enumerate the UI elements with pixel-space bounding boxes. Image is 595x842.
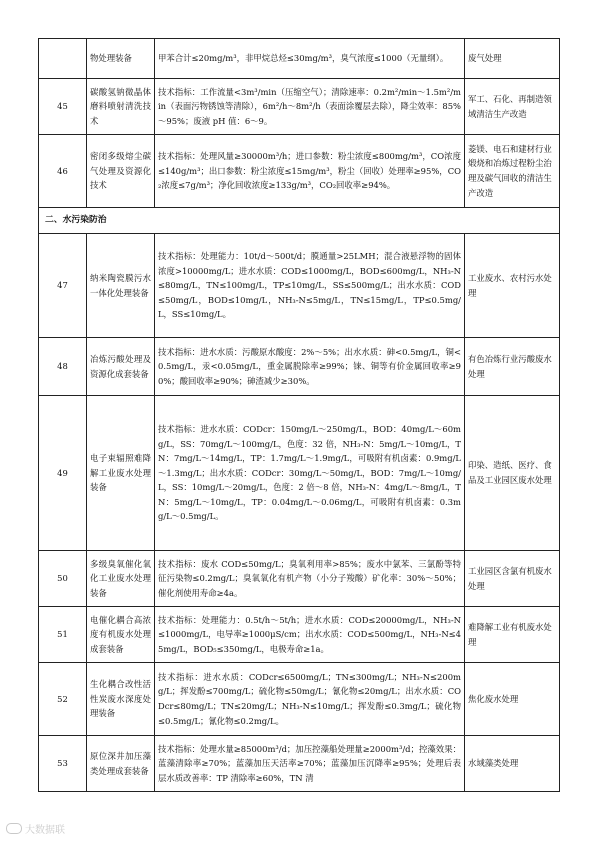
table-row (39, 135, 560, 208)
application-field: 工业废水、农村污水处理 (465, 234, 560, 338)
technical-specs: 技术指标：处理能力：10t/d～500t/d；膜通量>25LMH；混合液悬浮物的固体浓度>10000mg/L；进水水质：COD≤1000mg/L，BOD≤600mg/L，NH₃-N≤80mg/L，TN≤100mg/L，TP≤10mg/L，SS≤500mg/L；出水水质：COD≤50mg/L，BOD≤10mg/L，NH₃-N≤5mg/L，TN≤15mg/L，TP≤0.5mg/L，SS≤10mg/L。 (155, 234, 465, 338)
item-name: 电催化耦合高浓度有机废水处理成套装备 (87, 607, 155, 663)
application-field: 焦化废水处理 (465, 663, 560, 736)
technology-table (38, 38, 560, 792)
row-number: 51 (39, 607, 87, 663)
section-title: 二、水污染防治 (39, 208, 560, 234)
item-name: 密闭多级熔尘碳气处理及资源化技术 (87, 135, 155, 208)
table-row (39, 736, 560, 792)
technical-specs: 技术指标：进水水质：污酸原水酸度：2%～5%；出水水质：砷<0.5mg/L，铜<0.5mg/L，汞<0.05mg/L，重金属脱除率≥99%；铼、铜等有价金属回收率≥90%；酸回收率≥90%；砷渣减少≥30%。 (155, 338, 465, 396)
technical-specs: 甲苯合计≤20mg/m³，非甲烷总烃≤30mg/m³，臭气浓度≤1000（无量纲）。 (155, 39, 465, 79)
item-name: 纳米陶瓷膜污水一体化处理装备 (87, 234, 155, 338)
application-field: 水域藻类处理 (465, 736, 560, 792)
row-number: 47 (39, 234, 87, 338)
watermark-text: 大数据联 (25, 825, 65, 836)
table-body-part-b (39, 234, 560, 792)
row-number: 50 (39, 551, 87, 607)
table-row (39, 39, 560, 79)
section-row-group (39, 208, 560, 234)
item-name: 多级臭氧催化氧化工业废水处理装备 (87, 551, 155, 607)
row-number: 48 (39, 338, 87, 396)
table-row (39, 663, 560, 736)
application-field: 工业园区含氯有机废水处理 (465, 551, 560, 607)
item-name: 物处理装备 (87, 39, 155, 79)
item-name: 电子束辐照难降解工业废水处理装备 (87, 396, 155, 551)
table-body-part-a (39, 39, 560, 208)
table-row (39, 396, 560, 551)
technical-specs: 技术指标：处理水量≥85000m³/d；加压控藻船处理量≥2000m³/d；控藻效果：蓝藻清除率≥70%；蓝藻加压天活率≥70%；蓝藻加压沉降率≥95%；处理后表层水质改善率：TP 清除率≥60%，TN 清 (155, 736, 465, 792)
row-number: 46 (39, 135, 87, 208)
table-row (39, 234, 560, 338)
application-field: 军工、石化、再制造领域清洁生产改造 (465, 79, 560, 135)
technical-specs: 技术指标：进水水质：CODcr：150mg/L～250mg/L，BOD：40mg/L～60mg/L，SS：70mg/L～100mg/L，色度：32 倍，NH₃-N：5mg/L～10mg/L，TN：7mg/L～14mg/L，TP：1.7mg/L～1.9mg/L，可吸附有机卤素：0.9mg/L～1.3mg/L；出水水质：CODcr：30mg/L～50mg/L，BOD：7mg/L～10mg/L，SS：10mg/L～20mg/L，色度：2 倍～8 倍，NH₃-N：4mg/L～8mg/L，TN：5mg/L～10mg/L，TP：0.04mg/L～0.06mg/L，可吸附有机卤素：0.3mg/L～0.5mg/L。 (155, 396, 465, 551)
technical-specs: 技术指标：废水 COD≤50mg/L；臭氧利用率>85%；废水中氯苯、三氯酚等特征污染物≤0.2mg/L；臭氧氧化有机产物（小分子羧酸）矿化率：30%～50%；催化剂使用寿命≥4a。 (155, 551, 465, 607)
item-name: 冶炼污酸处理及资源化成套装备 (87, 338, 155, 396)
table-row (39, 607, 560, 663)
item-name: 碳酸氢钠微晶体磨料喷射清洗技术 (87, 79, 155, 135)
row-number: 49 (39, 396, 87, 551)
technical-specs: 技术指标：处理风量≥30000m³/h；进口参数：粉尘浓度≤800mg/m³，CO浓度≤140g/m³；出口参数：粉尘浓度≤15mg/m³，粉尘（回收）处理率≥95%，CO₂浓度≤7g/m³；净化回收浓度≥133g/m³，CO₂回收率≥94%。 (155, 135, 465, 208)
table-row (39, 338, 560, 396)
watermark-logo-icon (6, 823, 22, 834)
technical-specs: 技术指标：进水水质：CODcr≤6500mg/L；TN≤300mg/L；NH₃-N≤200mg/L；挥发酚≤700mg/L；硫化物≤50mg/L；氰化物≤20mg/L；出水水质：CODcr≤80mg/L；TN≤20mg/L；NH₃-N≤10mg/L；挥发酚≤0.3mg/L；硫化物≤0.5mg/L；氰化物≤0.2mg/L。 (155, 663, 465, 736)
application-field: 废气处理 (465, 39, 560, 79)
item-name: 原位深井加压藻类处理成套装备 (87, 736, 155, 792)
row-number: 52 (39, 663, 87, 736)
application-field: 印染、造纸、医疗、食品及工业园区废水处理 (465, 396, 560, 551)
watermark (6, 821, 65, 836)
technical-specs: 技术指标：工作流量<3m³/min（压缩空气）；清除速率：0.2m²/min～1.5m²/min（表面污物锈蚀等清除），6m²/h～8m²/h（表面涂覆层去除），降尘效率：85%～95%；废液 pH 值：6～9。 (155, 79, 465, 135)
application-field: 难降解工业有机废水处理 (465, 607, 560, 663)
application-field: 菱镁、电石和建材行业煅烧和冶炼过程粉尘治理及碳气回收的清洁生产改造 (465, 135, 560, 208)
row-number (39, 39, 87, 79)
section-row (39, 208, 560, 234)
application-field: 有色冶炼行业污酸废水处理 (465, 338, 560, 396)
item-name: 生化耦合改性活性炭废水深度处理装备 (87, 663, 155, 736)
table-row (39, 79, 560, 135)
row-number: 53 (39, 736, 87, 792)
row-number: 45 (39, 79, 87, 135)
technical-specs: 技术指标：处理能力：0.5t/h～5t/h；进水水质：COD≤20000mg/L，NH₃-N≤1000mg/L，电导率≥1000μS/cm；出水水质：COD≤500mg/L，NH₃-N≤45mg/L，BOD₅≤350mg/L，电极寿命≥1a。 (155, 607, 465, 663)
table-row (39, 551, 560, 607)
